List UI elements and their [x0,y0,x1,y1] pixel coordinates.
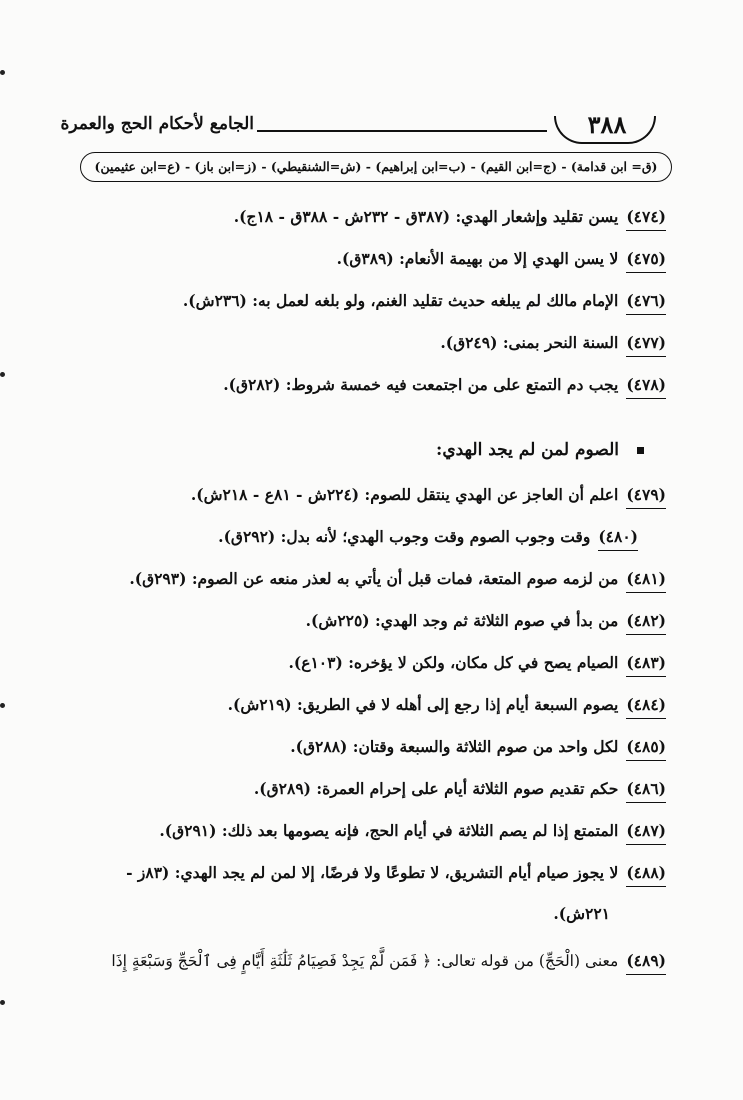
list-item [60,810,666,852]
entry-number: (٤٨٢) [626,608,666,635]
entry-number: (٤٧٨) [626,372,666,399]
section-heading-text: الصوم لمن لم يجد الهدي: [436,440,619,460]
entry-number: (٤٧٧) [626,330,666,357]
list-item [60,322,666,364]
list-item [60,684,666,726]
entry-number: (٤٨١) [626,566,666,593]
list-item [60,642,666,684]
square-bullet-icon [637,447,644,454]
entry-number: (٤٧٩) [626,482,666,509]
margin-dot [0,372,5,377]
entry-number: (٤٨٩) [626,948,666,975]
entry-text: معنى (الْحَجِّ) من قوله تعالى: ﴿ فَمَن لَّمْ يَجِدْ فَصِيَامُ ثَلَٰثَةِ أَيَّامٍ فِى ٱلْحَجِّ وَسَبْعَةٍ إِذَا [111,952,619,970]
page-header [60,108,668,144]
page-number: ٣٨٨ [587,110,627,139]
list-item [60,364,666,406]
entry-number: (٤٨٣) [626,650,666,677]
entry-text: حكم تقديم صوم الثلاثة أيام على إحرام العمرة: (٢٨٩ق). [253,779,619,798]
entry-text: يصوم السبعة أيام إذا رجع إلى أهله لا في الطريق: (٢١٩ش). [227,695,619,714]
list-item [60,238,666,280]
list-item [60,280,666,322]
book-title: الجامع لأحكام الحج والعمرة [60,114,254,134]
entry-text-continuation: ٢٢١ش). [553,904,610,923]
margin-dot [0,703,5,708]
entry-text: الصيام يصح في كل مكان، ولكن لا يؤخره: (١٠٣ع). [288,653,619,672]
entry-number: (٤٨٤) [626,692,666,719]
entry-text: اعلم أن العاجز عن الهدي ينتقل للصوم: (٢٢٤ش - ٨١ع - ٢١٨ش). [190,485,619,504]
list-item [60,516,666,558]
list-item [60,940,666,982]
entry-number: (٤٧٤) [626,204,666,231]
list-item [60,558,666,600]
list-item [60,600,666,642]
entries-list [60,196,666,982]
entry-text: المتمتع إذا لم يصم الثلاثة في أيام الحج، فإنه يصومها بعد ذلك: (٢٩١ق). [159,821,619,840]
margin-dot [0,70,5,75]
entry-text: السنة النحر بمنى: (٢٤٩ق). [440,333,619,352]
entry-number: (٤٧٥) [626,246,666,273]
entry-number: (٤٨٥) [626,734,666,761]
header-rule [257,130,547,132]
margin-dot [0,1000,5,1005]
list-item [60,852,666,936]
entry-text: يسن تقليد وإشعار الهدي: (٣٨٧ق - ٢٣٢ش - ٣٨٨ق - ١٨ج). [233,207,619,226]
entry-text: لا يجوز صيام أيام التشريق، لا تطوعًا ولا فرضًا، إلا لمن لم يجد الهدي: (٨٣ز - [126,863,619,882]
list-item [60,726,666,768]
entry-number: (٤٨٦) [626,776,666,803]
entry-text: لا يسن الهدي إلا من بهيمة الأنعام: (٣٨٩ق). [336,249,619,268]
entry-number: (٤٨٠) [598,524,638,551]
entry-number: (٤٧٦) [626,288,666,315]
entry-number: (٤٨٨) [626,860,666,887]
entry-text: لكل واحد من صوم الثلاثة والسبعة وقتان: (٢٨٨ق). [290,737,619,756]
abbreviation-legend: (ق= ابن قدامة) - (ج=ابن القيم) - (ب=ابن إبراهيم) - (ش=الشنقيطي) - (ز=ابن باز) - (ع=ابن عثيمين) [80,152,672,182]
entry-text: وقت وجوب الصوم وقت وجوب الهدي؛ لأنه بدل: (٢٩٢ق). [218,527,591,546]
list-item [60,196,666,238]
list-item [60,768,666,810]
list-item [60,474,666,516]
entry-text: يجب دم التمتع على من اجتمعت فيه خمسة شروط: (٢٨٢ق). [223,375,619,394]
entry-number: (٤٨٧) [626,818,666,845]
entry-text: من لزمه صوم المتعة، فمات قبل أن يأتي به لعذر منعه عن الصوم: (٢٩٣ق). [129,569,619,588]
section-heading [60,406,666,474]
entry-text: الإمام مالك لم يبلغه حديث تقليد الغنم، ولو بلغه لعمل به: (٢٣٦ش). [182,291,619,310]
entry-text: من بدأ في صوم الثلاثة ثم وجد الهدي: (٢٢٥ش). [305,611,619,630]
